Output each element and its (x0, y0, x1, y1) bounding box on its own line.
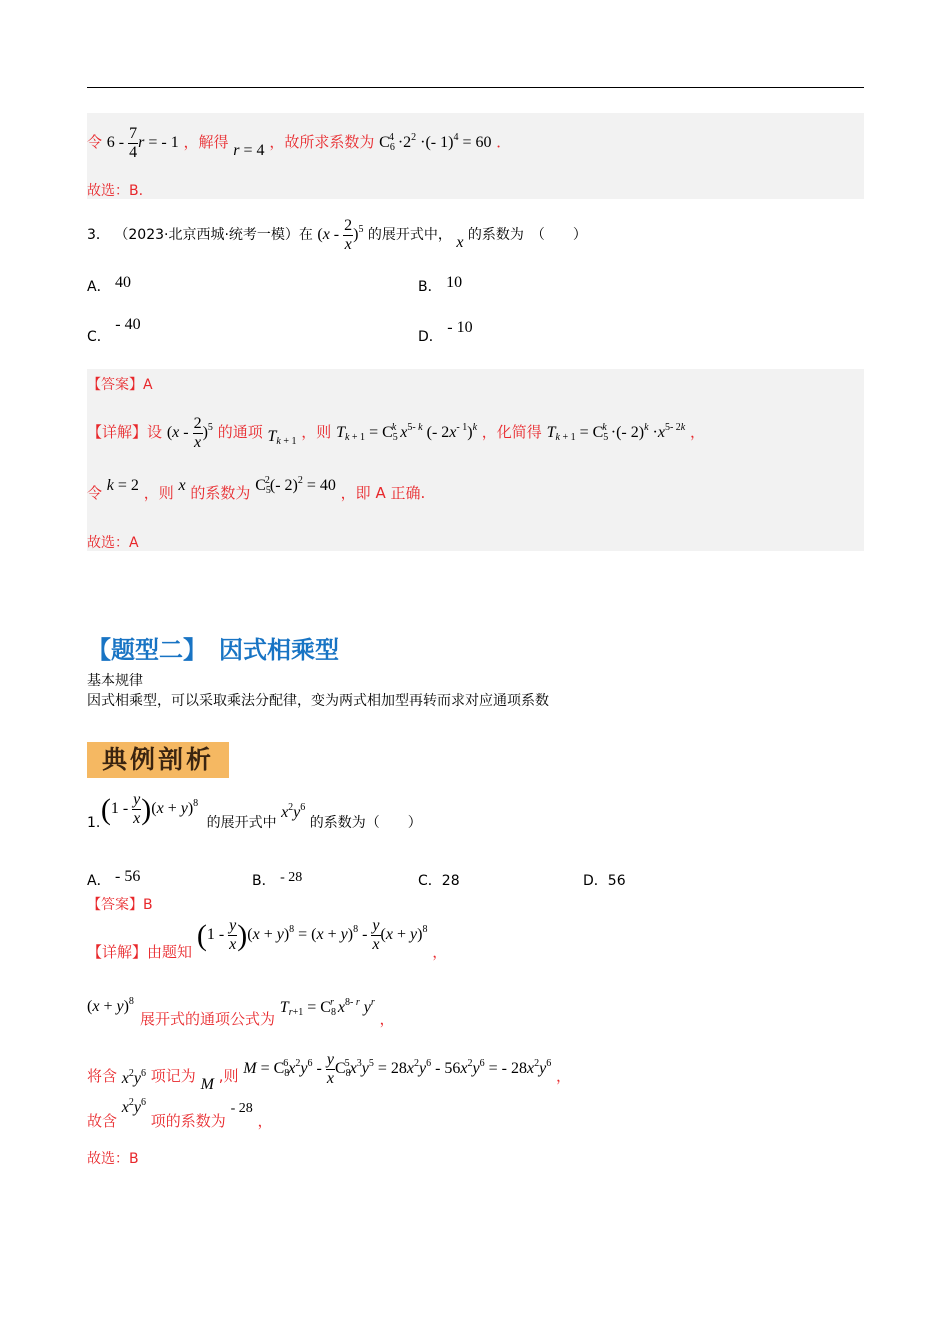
q1-detail-coef-label: 项的系数为 (150, 1112, 226, 1130)
q1-option-b-value: - 28 (280, 870, 303, 885)
q3-option-c[interactable] (87, 314, 141, 345)
q3-answer: 【答案】A (87, 377, 153, 393)
section-title: 【题型二】 因式相乘型 (87, 636, 339, 664)
q1-detail-comma1: ， (432, 943, 448, 962)
q1-detail-term2: $x^2y^6$ (121, 1097, 147, 1116)
q3-detail-conclusion: ，即 A 正确. (340, 484, 426, 502)
q3-option-a[interactable] (87, 276, 131, 296)
q3-option-c-label: C． (87, 329, 111, 345)
header-rule (87, 87, 864, 88)
q3-detail-coef: $C_5^2(-$ 2)$^2$ = 40 (255, 475, 336, 496)
prev-choice: 故选：B. (87, 183, 144, 199)
prev-solve-label: ，解得 (183, 133, 229, 152)
q1-detail-record: 项记为 (150, 1067, 196, 1086)
q1-binomial: $(x + y)^8$ (87, 996, 134, 1015)
q1-stem (87, 791, 422, 832)
q3-detail-line2 (87, 474, 426, 502)
q3-detail-let: 令 (87, 484, 103, 502)
q1-detail-then: ,则 (218, 1067, 239, 1086)
q1-tail-b: 的系数为（ ） (309, 815, 422, 832)
q1-tail-a: 的展开式中 (206, 815, 277, 832)
prev-period: ． (496, 133, 512, 152)
prev-ling: 令 (87, 133, 103, 152)
q1-detail-line2-expr (87, 996, 134, 1016)
q3-option-d-value: - 10 (447, 319, 473, 336)
q1-option-a-value: - 56 (115, 868, 141, 885)
q1-term: $x^2y^6$ (281, 802, 306, 822)
q1-detail-term: $x^2y^6$ (121, 1068, 147, 1088)
q3-option-a-value: 40 (115, 274, 132, 291)
q1-detail-comma3: ， (556, 1067, 572, 1086)
q3-option-b[interactable] (418, 276, 462, 296)
q1-detail-coef-value: - 28 (230, 1101, 253, 1116)
q3-number: 3． (87, 227, 110, 244)
q1-detail-M: M (200, 1076, 214, 1094)
q3-option-b-label: B． (418, 279, 442, 295)
q1-option-d-label: D． (583, 873, 608, 889)
q3-option-c-value: - 40 (115, 316, 141, 333)
prev-coef-label: ，故所求系数为 (269, 133, 375, 152)
q3-expression: (x - $\frac{2}{x}$ )$^5$ (317, 217, 364, 253)
q3-detail-term-label: 的通项 (217, 423, 263, 442)
q1-detail-given: 由题知 (147, 943, 193, 962)
q1-detail-general-term: $T_{r+1} = C_8^r$ $x^{8- r}$ $y^r$ (279, 997, 375, 1018)
prev-solution-line1 (87, 126, 511, 161)
rule-label: 基本规律 (87, 673, 143, 689)
q1-detail-M-expr: $M = C_8^6x^2y^6$ - $\frac{y}{x}$ $C_8^5x^3y^5 = 28x^2y^6 - 56x^2y^6$ = - $28x^2y^6$ (243, 1051, 552, 1087)
q1-option-b-label: B． (252, 873, 276, 889)
q1-option-c-label: C． (418, 873, 442, 889)
q1-choice: 故选：B (87, 1151, 139, 1167)
q3-detail-set: 设 (147, 423, 163, 442)
q1-option-a[interactable] (87, 866, 141, 889)
prev-coef-expr: $C_6^4 \cdot 2^2$ ·(- 1)$^4$ = 60 (379, 132, 492, 154)
q3-source: （2023·北京西城·统考一模）在 (114, 227, 313, 244)
q1-detail-tag: 【详解】 (87, 943, 148, 962)
q1-detail-identity: (1 - $\frac{y}{x}$ )$(x + y)^8 = (x + y)^8$ - $\frac{y}{x}$ $(x + y)^8$ (196, 917, 428, 953)
q1-detail-line1 (87, 917, 448, 962)
q1-detail-therefore: 故含 (87, 1112, 118, 1130)
q3-option-b-value: 10 (446, 274, 463, 291)
q1-expression: (1 - $\frac{y}{x}$ )$(x + y)^8$ (100, 791, 199, 827)
q1-detail-line4 (87, 1096, 273, 1130)
q3-detail-general-term: $T_{k + 1} = C_5^k$ $x^{5- k}$ (- $2x^{- 1})^k$ (336, 422, 478, 444)
example-badge: 典例剖析 (87, 742, 229, 778)
q1-detail-general-label: 展开式的通项公式为 (140, 1010, 276, 1028)
q3-detail-then: ，则 (301, 423, 332, 442)
q1-answer: 【答案】B (87, 897, 153, 913)
prev-r-value: r = 4 (233, 142, 265, 160)
q3-detail-line1 (87, 416, 705, 451)
q1-option-c-value: 28 (441, 873, 460, 889)
q3-detail-k: k = 2 (106, 477, 139, 494)
q3-tail: 的系数为 （ ） (467, 227, 587, 244)
q1-option-d-value: 56 (607, 873, 626, 889)
q3-stem (87, 218, 587, 253)
q1-detail-line3 (87, 1051, 572, 1094)
q3-detail-coef-label: 的系数为 (190, 484, 251, 502)
q3-option-d-label: D． (418, 329, 443, 345)
q1-number: 1. (87, 815, 101, 832)
q3-detail-x: x (178, 477, 186, 494)
q3-detail-comma: ， (690, 423, 706, 442)
q3-choice: 故选：A (87, 535, 139, 551)
q3-mid: 的展开式中， (367, 227, 452, 244)
q3-x: x (456, 234, 464, 252)
q1-option-a-label: A． (87, 873, 111, 889)
q3-detail-expr: (x - $\frac{2}{x}$ )$^5$ (166, 415, 213, 451)
q3-option-a-label: A． (87, 279, 111, 295)
q1-option-c[interactable] (418, 870, 460, 890)
prev-equation: 6 - $\frac{7}{4}$ r = - 1 (106, 125, 179, 161)
q1-detail-include: 将含 (87, 1067, 118, 1086)
rule-text: 因式相乘型，可以采取乘法分配律，变为两式相加型再转而求对应通项系数 (87, 693, 549, 709)
q1-option-d[interactable] (583, 870, 626, 890)
q1-option-b[interactable] (252, 866, 303, 889)
q3-detail-simplify: ，化简得 (481, 423, 542, 442)
q1-detail-comma2: ， (379, 1010, 395, 1028)
q3-solution-box (87, 369, 864, 551)
q3-option-d[interactable] (418, 314, 473, 345)
q3-detail-T: $T_{k + 1}$ (267, 428, 297, 448)
q1-detail-line2 (140, 996, 395, 1028)
q1-detail-comma4: ， (257, 1112, 273, 1130)
q3-detail-tag: 【详解】 (87, 423, 148, 442)
q3-detail-then2: ，则 (143, 484, 174, 502)
q3-detail-simplified: $T_{k + 1} = C_5^k$ ·(- $2)^k \cdot x^{5- 2k}$ (546, 422, 686, 444)
